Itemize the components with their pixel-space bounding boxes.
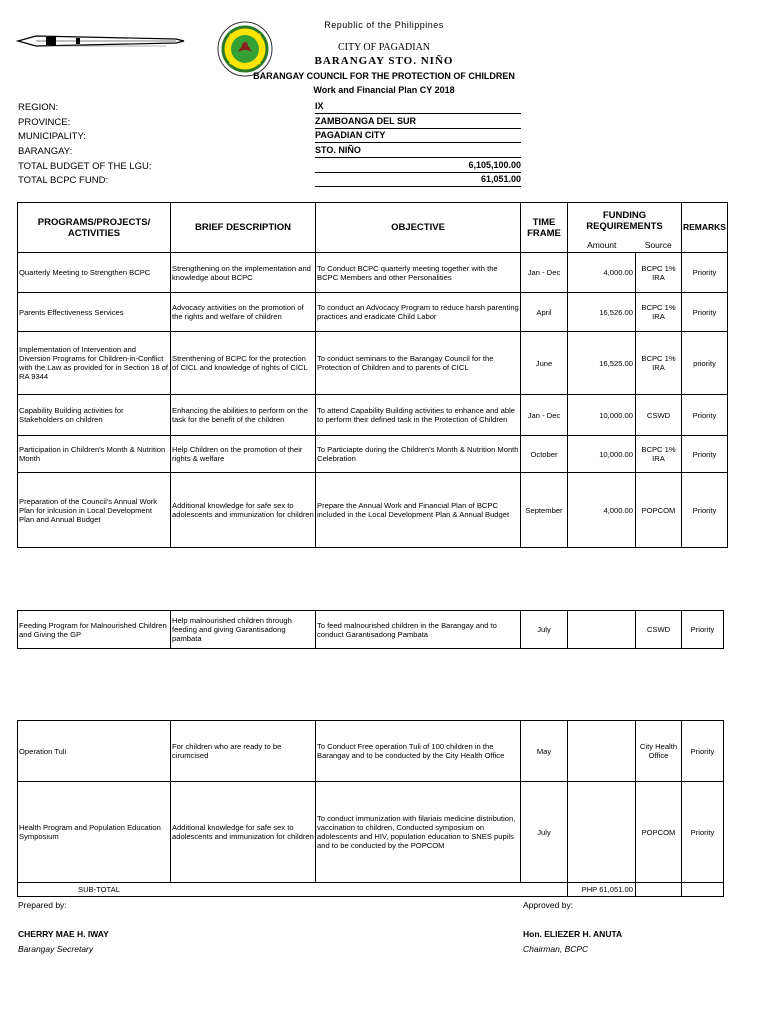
cell-amount: 16,526.00 <box>568 293 636 332</box>
cell-remarks: priority <box>682 332 728 395</box>
cell-source: BCPC 1% IRA <box>636 332 682 395</box>
republic-text: Republic of the Philippines <box>324 20 444 30</box>
cell-description: Enhancing the abilities to perform on the task for the benefit of the children <box>171 395 316 436</box>
cell-description: For children who are ready to be cirumcised <box>171 721 316 782</box>
municipality-value: PAGADIAN CITY <box>315 129 521 143</box>
province-value: ZAMBOANGA DEL SUR <box>315 115 521 129</box>
barangay-label: BARANGAY: <box>18 146 73 157</box>
cell-program: Participation in Children's Month & Nutrition Month <box>18 436 171 473</box>
cell-program: Feeding Program for Malnourished Children and Giving the GP <box>18 611 171 649</box>
cell-amount <box>568 782 636 883</box>
plan-title: Work and Financial Plan CY 2018 <box>313 85 455 95</box>
cell-source: City Health Office <box>636 721 682 782</box>
cell-source: BCPC 1% IRA <box>636 293 682 332</box>
cell-source: POPCOM <box>636 473 682 548</box>
subtotal-label: SUB-TOTAL <box>18 883 521 897</box>
prepared-by-name: CHERRY MAE H. IWAY <box>18 929 109 939</box>
cell-objective: To feed malnourished children in the Barangay and to conduct Garantisadong Pambata <box>316 611 521 649</box>
feeding-table <box>17 610 724 649</box>
cell-time: Jan - Dec <box>521 395 568 436</box>
col-funding: FUNDING REQUIREMENTS <box>568 203 682 239</box>
cell-time: July <box>521 611 568 649</box>
cell-time: October <box>521 436 568 473</box>
prepared-by-label: Prepared by: <box>18 900 67 910</box>
cell-remarks: Priority <box>682 253 728 293</box>
cell-description: Additional knowledge for safe sex to adolescents and immunization for children <box>171 473 316 548</box>
cell-program: Parents Effectiveness Services <box>18 293 171 332</box>
cell-source: POPCOM <box>636 782 682 883</box>
cell-amount: 4,000.00 <box>568 473 636 548</box>
table-row <box>18 293 728 332</box>
col-source: Source <box>636 239 682 253</box>
cell-program: Operation Tuli <box>18 721 171 782</box>
barangay-value: STO. NIÑO <box>315 144 521 158</box>
cell-time: Jan - Dec <box>521 253 568 293</box>
cell-time: September <box>521 473 568 548</box>
cell-program: Health Program and Population Education Symposium <box>18 782 171 883</box>
cell-time: June <box>521 332 568 395</box>
cell-objective: Prepare the Annual Work and Financial Plan of BCPC included in the Local Development Plan & Annual Budget <box>316 473 521 548</box>
cell-objective: To Conduct BCPC quarterly meeting together with the BCPC Members and other Personalities <box>316 253 521 293</box>
cell-objective: To conduct seminars to the Barangay Council for the Protection of Children and to parents of CICL <box>316 332 521 395</box>
bcpc-fund-value: 61,051.00 <box>315 173 521 187</box>
col-objective: OBJECTIVE <box>316 203 521 253</box>
cell-remarks: Priority <box>682 782 724 883</box>
cell-remarks: Priority <box>682 436 728 473</box>
table-row <box>18 436 728 473</box>
cell-objective: To conduct an Advocacy Program to reduce harsh parenting practices and eradicate Child Labor <box>316 293 521 332</box>
table-row <box>18 395 728 436</box>
table-row <box>18 253 728 293</box>
col-description: BRIEF DESCRIPTION <box>171 203 316 253</box>
col-remarks: REMARKS <box>682 203 728 253</box>
cell-description: Strengthening on the implementation and knowledge about BCPC <box>171 253 316 293</box>
cell-objective: To Conduct Free operation Tuli of 100 children in the Barangay and to be conducted by the City Health Office <box>316 721 521 782</box>
cell-program: Implementation of Intervention and Diversion Programs for Children-in-Conflict with the Law as provided for in Section 18 of RA 9344 <box>18 332 171 395</box>
cell-source: BCPC 1% IRA <box>636 253 682 293</box>
cell-amount <box>568 611 636 649</box>
council-title: BARANGAY COUNCIL FOR THE PROTECTION OF CHILDREN <box>253 71 515 81</box>
cell-description: Help malnourished children through feeding and giving Garantisadong pambata <box>171 611 316 649</box>
cell-remarks: Priority <box>682 473 728 548</box>
cell-amount: 16,525.00 <box>568 332 636 395</box>
cell-time: July <box>521 782 568 883</box>
cell-remarks: Priority <box>682 395 728 436</box>
cell-amount <box>568 721 636 782</box>
table-row <box>18 721 724 782</box>
cell-amount: 10,000.00 <box>568 395 636 436</box>
cell-objective: To Particiapte during the Children's Month & Nutrition Month Celebration <box>316 436 521 473</box>
table-row <box>18 473 728 548</box>
table-row <box>18 782 724 883</box>
cell-objective: To conduct immunization with filariais medicine distribution, vaccination to children, Conducted symposium on adolescents and HIV, population education to SNES pupils and to be conducted by the POPCOM <box>316 782 521 883</box>
health-table <box>17 720 724 897</box>
region-value: IX <box>315 100 521 114</box>
cell-description: Advocacy activities on the promotion of the rights and welfare of children <box>171 293 316 332</box>
work-plan-table <box>17 202 728 548</box>
table-row <box>18 611 724 649</box>
cell-program: Capability Building activities for Stakeholders on children <box>18 395 171 436</box>
cell-program: Quarterly Meeting to Strengthen BCPC <box>18 253 171 293</box>
cell-objective: To attend Capability Building activities to enhance and able to perform their defined task in the Protection of Children <box>316 395 521 436</box>
cell-description: Additional knowledge for safe sex to adolescents and immunization for children <box>171 782 316 883</box>
cell-amount: 4,000.00 <box>568 253 636 293</box>
bcpc-fund-label: TOTAL BCPC FUND: <box>18 175 109 186</box>
total-budget-label: TOTAL BUDGET OF THE LGU: <box>18 161 152 172</box>
approved-by-title: Chairman, BCPC <box>523 944 589 954</box>
cell-description: Help Children on the promotion of their rights & welfare <box>171 436 316 473</box>
cell-source: BCPC 1% IRA <box>636 436 682 473</box>
province-label: PROVINCE: <box>18 117 71 128</box>
municipality-label: MUNICIPALITY: <box>18 131 86 142</box>
subtotal-row <box>18 883 724 897</box>
cell-program: Preparation of the Council's Annual Work Plan for inlcusion in Local Development Plan and Annual Budget <box>18 473 171 548</box>
col-programs: PROGRAMS/PROJECTS/ ACTIVITIES <box>18 203 171 253</box>
cell-amount: 10,000.00 <box>568 436 636 473</box>
total-budget-value: 6,105,100.00 <box>315 159 521 173</box>
cell-source: CSWD <box>636 395 682 436</box>
cell-time: April <box>521 293 568 332</box>
approved-by-name: Hon. ELIEZER H. ANUTA <box>523 929 623 939</box>
barangay-title: BARANGAY STO. NIÑO <box>314 55 454 67</box>
city-text: CITY OF PAGADIAN <box>337 42 431 53</box>
cell-description: Strenthening of BCPC for the protection of CICL and knowledge of rights of CICL <box>171 332 316 395</box>
cell-remarks: Priority <box>682 293 728 332</box>
prepared-by-title: Barangay Secretary <box>18 944 94 954</box>
cell-source: CSWD <box>636 611 682 649</box>
table-row <box>18 332 728 395</box>
col-amount: Amount <box>568 239 636 253</box>
col-time-frame: TIME FRAME <box>521 203 568 253</box>
region-label: REGION: <box>18 102 59 113</box>
cell-remarks: Priority <box>682 721 724 782</box>
approved-by-label: Approved by: <box>523 900 574 910</box>
cell-remarks: Priority <box>682 611 724 649</box>
cell-time: May <box>521 721 568 782</box>
subtotal-amount: PHP 61,051.00 <box>568 883 636 897</box>
